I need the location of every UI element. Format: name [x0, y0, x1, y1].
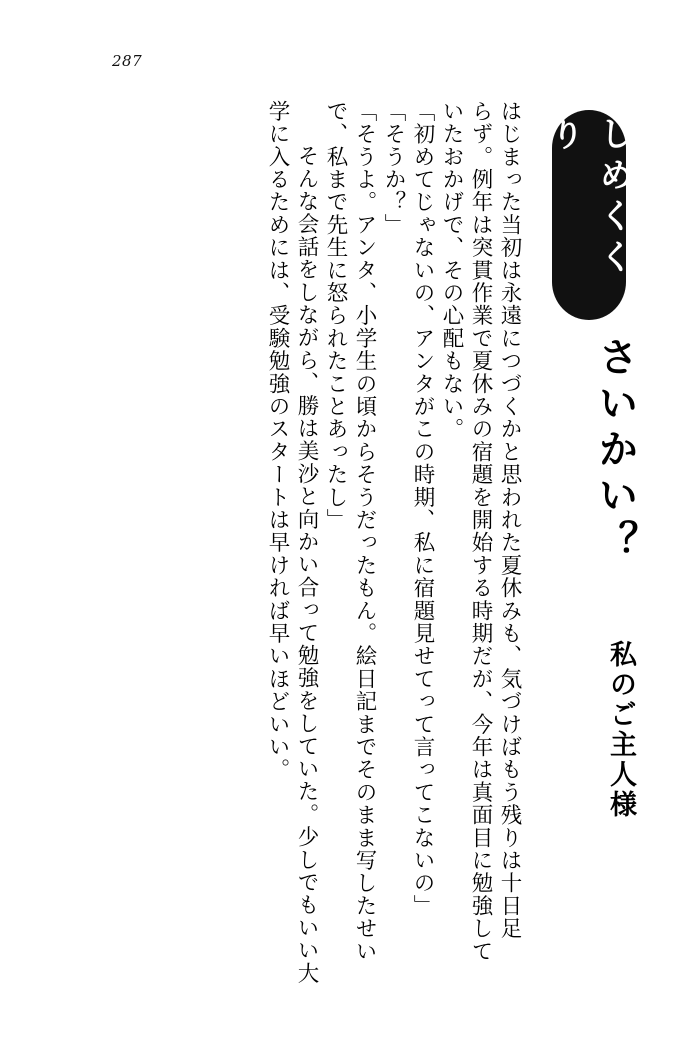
text-column: らず。例年は突貫作業で夏休みの宿題を開始する時期だが、今年は真面目に勉強して: [468, 100, 493, 963]
chapter-title: さいかい？: [592, 336, 638, 566]
text-column: 「そうよ。アンタ、小学生の頃からそうだったもん。絵日記までそのまま写したせい: [352, 100, 377, 963]
page-number: 287: [112, 52, 143, 70]
chapter-heading: [524, 110, 644, 820]
chapter-subtitle: 私のご主人様: [605, 640, 636, 820]
text-column: で、私まで先生に怒られたことあったし」: [323, 100, 348, 532]
text-column: 「初めてじゃないの、アンタがこの時期、私に宿題見せてって言ってこないの」: [410, 100, 435, 918]
text-column: 「そうか？」: [381, 100, 406, 237]
body-text: [50, 100, 520, 1000]
text-column: はじまった当初は永遠につづくかと思われた夏休みも、気づけばもう残りは十日足: [497, 100, 522, 940]
text-column: そんな会話をしながら、勝は美沙と向かい合って勉強をしていた。少しでもいい大: [294, 122, 319, 985]
text-column: いたおかげで、その心配もない。: [439, 100, 464, 441]
chapter-banner: しめくくり: [552, 110, 626, 320]
text-column: 学に入るためには、受験勉強のスタートは早ければ早いほどいい。: [265, 100, 290, 781]
